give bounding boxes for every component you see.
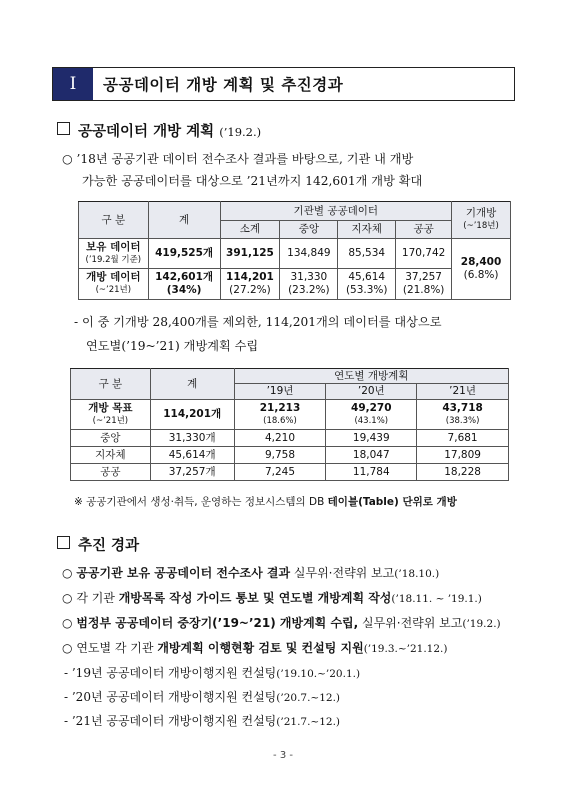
progress-item-bold: 개방계획 이행현황 검토 및 컨설팅 지원	[157, 641, 364, 655]
t2-goal-2019-value: 21,213	[259, 401, 301, 414]
t1-header-open-label: 기개방	[465, 207, 497, 219]
section-number: Ⅰ	[53, 68, 93, 100]
t1-row2-central-value: 31,330	[290, 271, 328, 283]
t1-row1-central: 134,849	[280, 239, 338, 269]
list-item	[62, 562, 439, 585]
table-note	[74, 494, 457, 509]
t1-header-open	[452, 202, 511, 239]
t2-goal-label	[71, 400, 151, 430]
t1-row1-label-note: (’19.2월 기준)	[85, 254, 142, 265]
list-item	[62, 637, 447, 660]
list-item	[64, 686, 340, 709]
t2-goal-label-text: 개방 목표	[88, 401, 133, 414]
t1-header-local: 지자체	[338, 221, 396, 239]
t2-row-2019: 9,758	[234, 447, 326, 464]
t2-row-label: 중앙	[71, 430, 151, 447]
t1-row1-label	[79, 239, 149, 269]
t1-row2-subtotal-value: 114,201	[226, 271, 274, 283]
progress-item-date: (’18.11. ~ ’19.1.)	[391, 593, 482, 605]
progress-sub-text: - ’20년 공공데이터 개방이행지원 컨설팅	[64, 690, 277, 704]
progress-sub-text: - ’21년 공공데이터 개방이행지원 컨설팅	[64, 714, 277, 728]
plan-para1-line1: ○ ’18년 공공기관 데이터 전수조사 결과를 바탕으로, 기관 내 개방	[62, 152, 414, 166]
square-bullet-icon	[57, 536, 70, 549]
page-number: - 3 -	[273, 750, 293, 761]
t1-row1-public: 170,742	[396, 239, 452, 269]
t1-open-value: 28,400	[460, 256, 502, 268]
t2-row-2020: 18,047	[326, 447, 417, 464]
progress-item-text: 연도별 각 기관	[76, 641, 158, 655]
t2-header-category: 구 분	[71, 369, 151, 400]
list-item	[62, 612, 501, 635]
t2-row-total: 45,614개	[150, 447, 234, 464]
t2-row-2019: 4,210	[234, 430, 326, 447]
t2-goal-2020-pct: (43.1%)	[354, 415, 389, 426]
t1-row2-central-pct: (23.2%)	[288, 284, 330, 296]
progress-sub-date: (’21.7.~12.)	[276, 716, 341, 728]
progress-item-bold: 공공기관 보유 공공데이터 전수조사 결과	[76, 566, 291, 580]
plan-para2-line2: 연도별(’19~’21) 개방계획 수립	[86, 339, 259, 353]
t2-header-2019: ’19년	[234, 384, 326, 400]
t1-row2-local	[338, 269, 396, 300]
t2-goal-2019-pct: (18.6%)	[263, 415, 297, 426]
list-item	[64, 710, 340, 733]
table-row	[71, 430, 509, 447]
progress-item-text: 각 기관	[76, 591, 119, 605]
progress-item-date: (’18.10.)	[394, 568, 440, 580]
t1-header-category: 구 분	[79, 202, 149, 239]
t2-row-2019: 7,245	[234, 464, 326, 481]
t2-header-2020: ’20년	[326, 384, 417, 400]
section-header	[52, 67, 515, 101]
yearly-plan-table	[70, 368, 509, 481]
t2-row-2021: 18,228	[417, 464, 509, 481]
t1-row1-subtotal: 391,125	[220, 239, 280, 269]
table-row	[71, 447, 509, 464]
t1-row2-public-value: 37,257	[405, 271, 442, 283]
t2-row-2021: 17,809	[417, 447, 509, 464]
t2-goal-2021-pct: (38.3%)	[445, 415, 480, 426]
t1-row2-subtotal-pct: (27.2%)	[229, 284, 271, 296]
table-note-bold: 테이블(Table) 단위로 개방	[327, 496, 457, 508]
table-note-text: ※ 공공기관에서 생성·취득, 운영하는 정보시스템의 DB	[74, 496, 328, 508]
progress-item-text: 실무위·전략위 보고	[358, 616, 463, 630]
progress-item-date: (’19.3.~’21.12.)	[363, 643, 448, 655]
org-data-table	[78, 201, 511, 300]
t1-row2-central	[280, 269, 338, 300]
t1-header-central: 중앙	[280, 221, 338, 239]
t2-goal-2021-value: 43,718	[442, 401, 483, 414]
t2-row-2020: 19,439	[326, 430, 417, 447]
plan-para2-line1: - 이 중 기개방 28,400개를 제외한, 114,201개의 데이터를 대상으로	[74, 315, 442, 329]
t2-row-label: 지자체	[71, 447, 151, 464]
progress-heading-text: 추진 경과	[78, 538, 140, 554]
table-row	[71, 400, 509, 430]
section-title: 공공데이터 개방 계획 및 추진경과	[103, 76, 344, 94]
t1-header-public: 공공	[396, 221, 452, 239]
circle-bullet-icon: ○	[62, 616, 73, 630]
progress-item-text: 실무위·전략위 보고	[290, 566, 395, 580]
progress-item-bold: 개방목록 작성 가이드 통보 및 연도별 개방계획 작성	[118, 591, 392, 605]
plan-para1-line2: 가능한 공공데이터를 대상으로 ’21년까지 142,601개 개방 확대	[82, 174, 423, 188]
t1-row2-total-value: 142,601개	[155, 271, 214, 283]
t2-goal-2020-value: 49,270	[351, 401, 392, 414]
circle-bullet-icon: ○	[62, 591, 73, 605]
t2-row-2021: 7,681	[417, 430, 509, 447]
circle-bullet-icon: ○	[62, 566, 73, 580]
t1-row2-public	[396, 269, 452, 300]
list-item	[64, 662, 360, 685]
progress-heading	[57, 534, 139, 555]
t1-row1-local: 85,534	[338, 239, 396, 269]
plan-heading-text: 공공데이터 개방 계획	[78, 124, 215, 140]
circle-bullet-icon: ○	[62, 641, 73, 655]
t2-header-yearly: 연도별 개방계획	[234, 369, 508, 384]
t2-goal-2019	[234, 400, 326, 430]
t1-row2-label-note: (~’21년)	[95, 285, 132, 295]
progress-sub-date: (’19.10.~’20.1.)	[276, 668, 361, 680]
t1-row1-label-text: 보유 데이터	[86, 240, 141, 253]
t1-row2-label-text: 개방 데이터	[86, 271, 141, 283]
t1-header-by-org: 기관별 공공데이터	[220, 202, 452, 221]
t1-open-cell	[452, 239, 511, 300]
table-row	[79, 239, 511, 269]
t1-row2-label	[79, 269, 149, 300]
t1-row2-local-pct: (53.3%)	[345, 284, 388, 296]
t1-row2-total	[148, 269, 220, 300]
table-row	[71, 464, 509, 481]
plan-heading-date: (’19.2.)	[219, 125, 262, 139]
list-item	[62, 587, 482, 610]
t2-goal-label-note: (~’21년)	[92, 415, 129, 426]
t1-row2-total-pct: (34%)	[166, 284, 202, 296]
t2-header-2021: ’21년	[417, 384, 509, 400]
t1-row2-subtotal	[220, 269, 280, 300]
progress-sub-date: (’20.7.~12.)	[276, 692, 341, 704]
plan-heading	[57, 120, 261, 141]
t2-row-total: 37,257개	[150, 464, 234, 481]
t1-row1-total: 419,525개	[148, 239, 220, 269]
t1-header-total: 계	[148, 202, 220, 239]
table-row	[79, 269, 511, 300]
t2-goal-2020	[326, 400, 417, 430]
progress-item-date: (’19.2.)	[462, 618, 501, 630]
progress-item-bold: 범정부 공공데이터 중장기(’19~’21) 개방계획 수립,	[76, 616, 359, 630]
t2-header-total: 계	[150, 369, 234, 400]
t2-row-2020: 11,784	[326, 464, 417, 481]
t1-row2-local-value: 45,614	[348, 271, 386, 283]
square-bullet-icon	[57, 122, 70, 135]
t2-goal-total: 114,201개	[150, 400, 234, 430]
t2-row-total: 31,330개	[150, 430, 234, 447]
t1-open-pct: (6.8%)	[463, 269, 499, 281]
t1-row2-public-pct: (21.8%)	[402, 284, 445, 296]
t2-row-label: 공공	[71, 464, 151, 481]
t2-goal-2021	[417, 400, 509, 430]
progress-sub-text: - ’19년 공공데이터 개방이행지원 컨설팅	[64, 666, 277, 680]
t1-header-open-note: (~’18년)	[463, 221, 499, 231]
t1-header-subtotal: 소계	[220, 221, 280, 239]
